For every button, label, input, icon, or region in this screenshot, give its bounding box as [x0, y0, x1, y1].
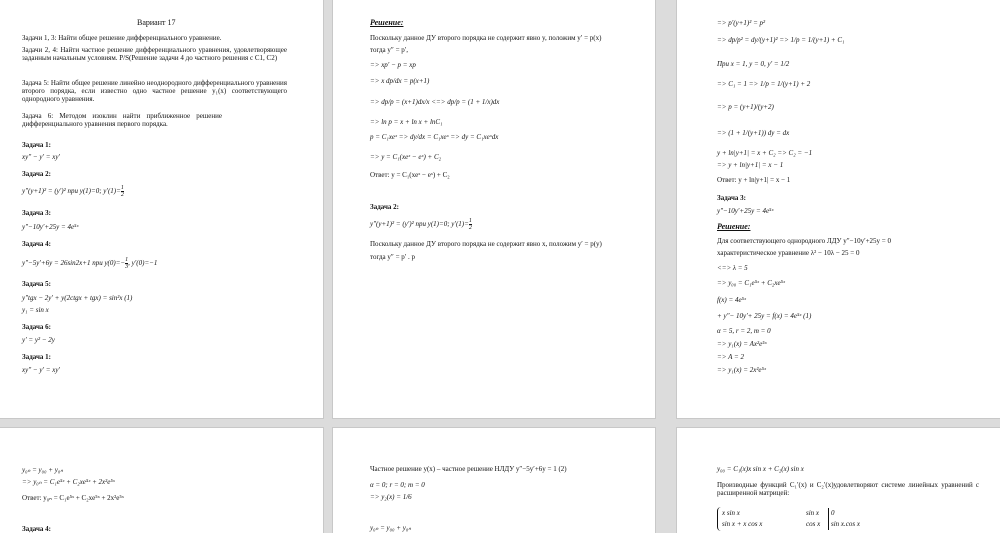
solution-3-step-2: => y₀₀ = C₁e⁵ˣ + C₂xe⁵ˣ [717, 279, 785, 287]
solution-2-step-7: y + ln|y+1| = x + C₂ => C₂ = −1 [717, 149, 813, 157]
problem-3-label: Задача 3: [717, 194, 746, 202]
document-page-3 [677, 0, 1000, 418]
solution-step-1: => xp′ − p = xp [370, 61, 416, 69]
matrix-divider [828, 508, 829, 530]
solution-2-step-1: => p′(y+1)² = p² [717, 19, 766, 27]
problem-5-particular: y₁ = sin x [22, 306, 49, 314]
solution-2-intro: Поскольку данное ДУ второго порядка не содержит явно x, положим y′ = p(y) [370, 240, 602, 248]
problem-4-equation: y″−5y′+6y = 26sin2x+1 при y(0)=− $\frac{1}{3}$ , y′(0)=−1 [22, 257, 158, 270]
solution-3-step-8: => y₁(x) = 2x²e⁵ˣ [717, 366, 766, 374]
solution-2-step-4: => C₁ = 1 => 1/p = 1/(y+1) + 2 [717, 80, 811, 88]
solution-4-step-1: α = 0; r = 0; m = 0 [370, 481, 425, 489]
solution-3-general: => y₀ₙ = C₁e⁵ˣ + C₂xe⁵ˣ + 2x²e⁵ˣ [22, 478, 115, 486]
solution-3-step-4: + y″− 10y′+ 25y = f(x) = 4e⁵ˣ (1) [717, 312, 812, 320]
problem-2-equation: y″(y+1)² = (y′)² при y(1)=0; y′(1)= $\frac{1}{2}$ [370, 218, 472, 231]
problem-5-equation: y″tgx − 2y′ + y(2ctgx + tgx) = sin²x (1) [22, 294, 133, 302]
solution-2-step-5: => p = (y+1)/(y+2) [717, 103, 774, 111]
task-1-3-text: Задачи 1, 3: Найти общее решение дифференциального уравнение. [22, 34, 222, 42]
solution-step-2: => x dp/dx = p(x+1) [370, 77, 430, 85]
matrix-cell: cos x [806, 520, 821, 528]
solution-3-step-7: => A = 2 [717, 353, 744, 361]
solution-3-general-sum: y₀ₙ = y₀₀ + y₀ₙ [22, 466, 64, 474]
solution-2-step-2: => dp/p² = dy/(y+1)² => 1/p = 1/(y+1) + C₁ [717, 36, 845, 44]
solution-heading: Решение: [370, 18, 404, 27]
problem-6-equation: y′ = y² − 2y [22, 336, 55, 344]
augmented-matrix [717, 507, 860, 531]
problem-3-equation: y″−10y′+25y = 4e⁵ˣ [717, 207, 774, 215]
solution-5-text-1: Производные функций C₁′(x) и C₂′(x)удовлетворяют системе линейных уравнений с расширенной матрицей: [717, 481, 979, 497]
problem-1-equation: xy″ − y′ = xy′ [22, 153, 60, 161]
solution-2-answer: Ответ: y + ln|y+1| = x − 1 [717, 176, 791, 184]
task-2-4-text: Задачи 2, 4: Найти частное решение дифференциального уравнения, удовлетворяющее заданным начальным условиям. Р/S(Решение задачи 4 до частного решения с С1, С2) [22, 46, 287, 62]
page-title: Вариант 17 [137, 18, 176, 27]
problem-2-label: Задача 2: [370, 203, 399, 211]
problem-2-equation: y″(y+1)² = (y′)² при y(1)=0; y′(1)= $\frac{1}{2}$ [22, 185, 124, 198]
problem-5-label: Задача 5: [22, 280, 51, 288]
solution-3-step-6: => y₁(x) = Ax²e⁵ˣ [717, 340, 767, 348]
solution-5-step-1: y₀₀ = C₁(x)x sin x + C₂(x) sin x [717, 465, 804, 473]
solution-3-step-5: α = 5, r = 2, m = 0 [717, 327, 771, 335]
solution-3-heading: Решение: [717, 222, 751, 231]
task-5-text: Задача 5: Найти общее решение линейно неоднородного дифференциального уравнения второго порядка, если известно одно частное решение y₁(x) соответствующего однородного уравнения. [22, 79, 287, 103]
matrix-cell: sin x [806, 509, 820, 517]
document-page-5 [333, 428, 655, 533]
solution-2-step-3: При x = 1, y = 0, y′ = 1/2 [717, 60, 790, 68]
solution-2-step-8: => y + ln|y+1| = x − 1 [717, 161, 784, 169]
problem-4-label: Задача 4: [22, 525, 51, 533]
solution-step-5: p = C₁xeˣ => dy/dx = C₁xeˣ => dy = C₁xeˣdx [370, 133, 499, 141]
solution-step-6: => y = C₁(xeˣ − eˣ) + C₂ [370, 153, 442, 161]
problem-6-label: Задача 6: [22, 323, 51, 331]
solution-3-step-1: <=> λ = 5 [717, 264, 748, 272]
matrix-cell: sin x + x cos x [722, 520, 763, 528]
solution-3-answer: Ответ: y₀ₙ = C₁e⁵ˣ + C₂xe⁵ˣ + 2x²e⁵ˣ [22, 494, 124, 502]
problem-3-equation: y″−10y′+25y = 4e⁵ˣ [22, 223, 79, 231]
document-page-1 [0, 0, 323, 418]
solution-4-step-2: => y₂(x) = 1/6 [370, 493, 412, 501]
solution-step-4: => ln p = x + ln x + lnC₁ [370, 118, 443, 126]
problem-1-repeat-equation: xy″ − y′ = xy′ [22, 366, 60, 374]
solution-intro: Поскольку данное ДУ второго порядка не содержит явно y, положим y′ = p(x) [370, 34, 602, 42]
problem-2-label: Задача 2: [22, 170, 51, 178]
matrix-cell: 0 [831, 509, 835, 517]
solution-4-step-3: y₀ₙ = y₀₀ + y₀ₙ [370, 524, 412, 532]
problem-4-label: Задача 4: [22, 240, 51, 248]
solution-step-3: => dp/p = (x+1)dx/x <=> dp/p = (1 + 1/x)dx [370, 98, 500, 106]
matrix-cell: x sin x [722, 509, 740, 517]
document-page-2 [333, 0, 655, 418]
matrix-cell: sin x.cos x [831, 520, 860, 528]
solution-answer: Ответ: y = C₁(xeˣ − eˣ) + C₂ [370, 171, 450, 179]
solution-3-text-1: Для соответствующего однородного ЛДУ y″−10y′+25y = 0 [717, 237, 891, 245]
problem-1-repeat-label: Задача 1: [22, 353, 51, 361]
solution-2-step-6: => (1 + 1/(y+1)) dy = dx [717, 129, 790, 137]
solution-intro-2: тогда y″ = p′, [370, 46, 409, 54]
solution-4-text-1: Частное решение y(x) – частное решение НЛДУ y″−5y′+6y = 1 (2) [370, 465, 567, 473]
solution-3-step-3: f(x) = 4e⁵ˣ [717, 296, 746, 304]
solution-3-text-2: характеристическое уравнение λ² − 10λ − 25 = 0 [717, 249, 860, 257]
document-page-4 [0, 428, 323, 533]
problem-1-label: Задача 1: [22, 141, 51, 149]
task-6-text: Задача 6: Методом изоклин найти приближенное решение дифференциального уравнения первого порядка. [22, 112, 222, 128]
document-page-6 [677, 428, 1000, 533]
problem-3-label: Задача 3: [22, 209, 51, 217]
solution-2-intro-2: тогда y″ = p′ . p [370, 253, 416, 261]
